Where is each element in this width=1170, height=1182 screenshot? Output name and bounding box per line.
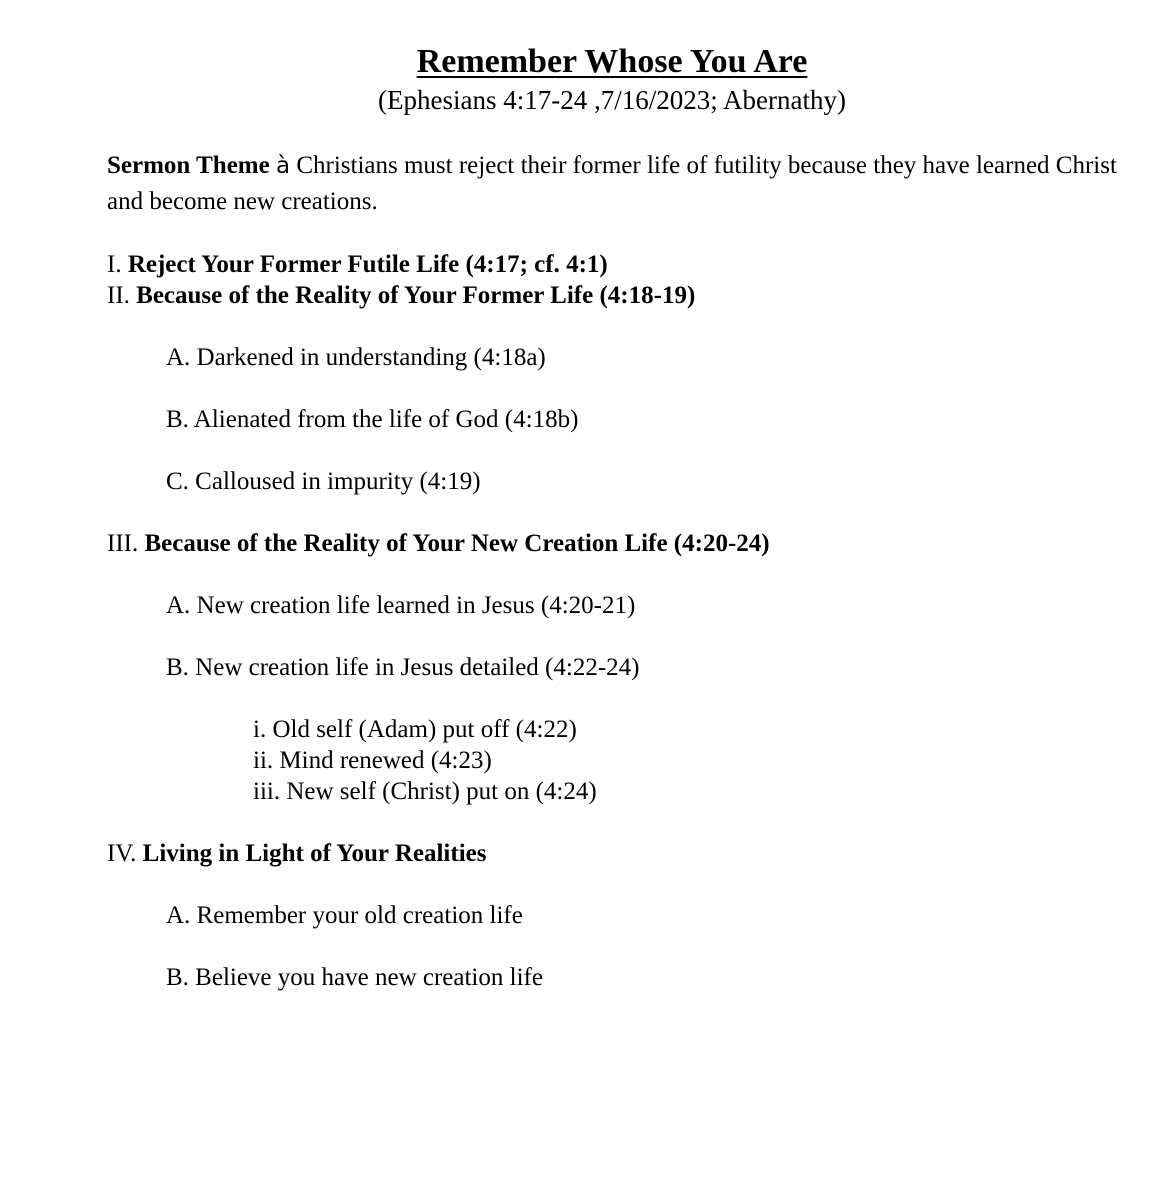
outline-heading: Living in Light of Your Realities — [142, 840, 487, 867]
outline-point-3 — [107, 528, 770, 559]
outline-subsubpoint: iii. New self (Christ) put on (4:24) — [253, 778, 597, 805]
outline-numeral: I. — [107, 251, 122, 278]
outline-heading: Reject Your Former Futile Life (4:17; cf. 4:1) — [127, 251, 608, 278]
outline-subpoint: B. Alienated from the life of God (4:18b) — [166, 406, 579, 433]
sermon-theme-text: Christians must reject their former life of futility because they have learned Christ and become new creations. — [107, 152, 1117, 215]
outline-heading: Because of the Reality of Your New Creation Life (4:20-24) — [144, 530, 770, 557]
outline-numeral: II. — [107, 282, 130, 309]
arrow-glyph: à — [275, 153, 291, 179]
outline-numeral: III. — [107, 530, 139, 557]
outline-point-2 — [107, 280, 695, 311]
outline-subpoint: A. Remember your old creation life — [166, 902, 523, 929]
outline-point-1 — [107, 249, 608, 280]
sermon-theme-label: Sermon Theme — [107, 152, 270, 179]
outline-numeral: IV. — [107, 840, 137, 867]
outline-heading: Because of the Reality of Your Former Life (4:18-19) — [136, 282, 696, 309]
outline-subsubpoint: i. Old self (Adam) put off (4:22) — [253, 716, 577, 743]
outline-point-4 — [107, 838, 486, 869]
outline-subsubpoint: ii. Mind renewed (4:23) — [253, 747, 492, 774]
sermon-theme — [107, 148, 1147, 220]
document-subtitle: (Ephesians 4:17-24 ,7/16/2023; Abernathy) — [378, 85, 846, 115]
outline-subpoint: A. Darkened in understanding (4:18a) — [166, 344, 546, 371]
outline-subpoint: A. New creation life learned in Jesus (4:20-21) — [166, 592, 636, 619]
document-title: Remember Whose You Are — [416, 43, 808, 80]
outline-subpoint: B. New creation life in Jesus detailed (4:22-24) — [166, 654, 640, 681]
outline-subpoint: C. Calloused in impurity (4:19) — [166, 468, 481, 495]
outline-subpoint: B. Believe you have new creation life — [166, 964, 543, 991]
